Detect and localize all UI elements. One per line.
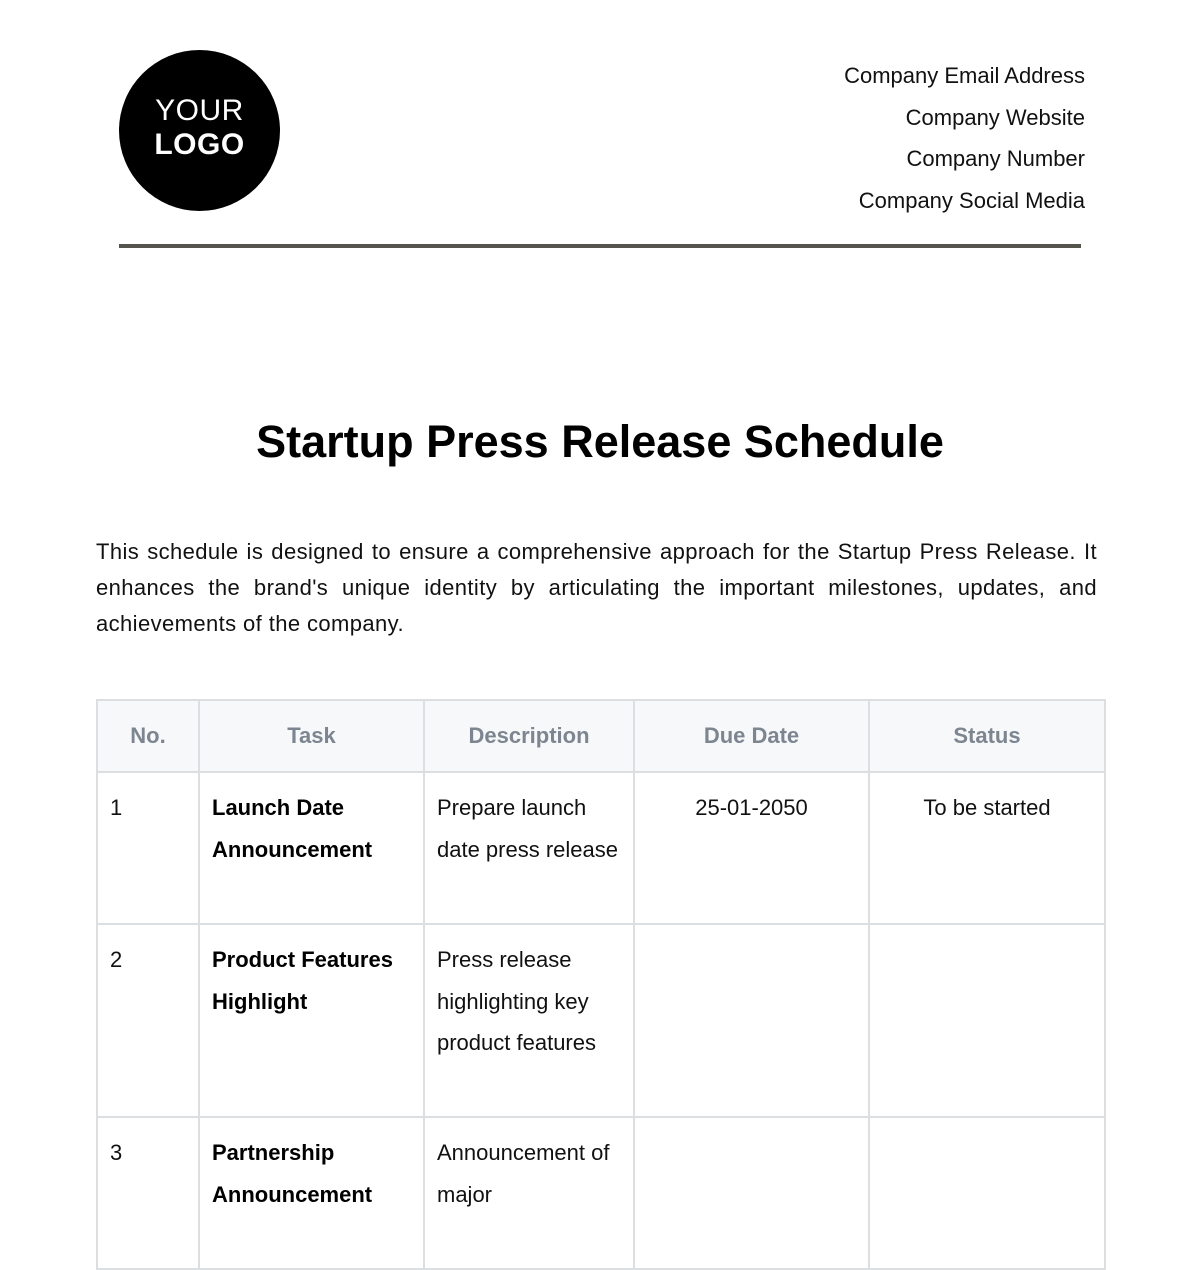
table-row xyxy=(97,1117,1105,1269)
cell-description: Announcement of major xyxy=(424,1117,634,1269)
cell-status: To be started xyxy=(869,772,1105,924)
header-divider xyxy=(119,244,1081,248)
header-due-date: Due Date xyxy=(634,700,869,772)
cell-task: Product Features Highlight xyxy=(199,924,424,1117)
cell-no: 3 xyxy=(97,1117,199,1269)
contact-block xyxy=(844,55,1085,221)
cell-description: Press release highlighting key product features xyxy=(424,924,634,1117)
cell-description: Prepare launch date press release xyxy=(424,772,634,924)
company-number: Company Number xyxy=(906,146,1085,171)
company-logo xyxy=(119,50,280,211)
header-description: Description xyxy=(424,700,634,772)
table-row xyxy=(97,772,1105,924)
cell-task: Partnership Announcement xyxy=(199,1117,424,1269)
intro-paragraph: This schedule is designed to ensure a comprehensive approach for the Startup Press Release. It enhances the brand's unique identity by articulating the important milestones, updates, and achievements of the company. xyxy=(96,539,1097,636)
header-task: Task xyxy=(199,700,424,772)
company-website: Company Website xyxy=(905,104,1085,130)
cell-status xyxy=(869,924,1105,1117)
cell-no: 2 xyxy=(97,924,199,1117)
schedule-table-container xyxy=(96,699,1104,1270)
table-header-row xyxy=(97,700,1105,772)
cell-due-date xyxy=(634,924,869,1117)
schedule-table xyxy=(96,699,1106,1270)
cell-no: 1 xyxy=(97,772,199,924)
cell-due-date: 25-01-2050 xyxy=(634,772,869,924)
company-email: Company Email Address xyxy=(844,63,1085,88)
cell-due-date xyxy=(634,1117,869,1269)
logo-line-2: LOGO xyxy=(154,127,245,161)
header-status: Status xyxy=(869,700,1105,772)
table-row xyxy=(97,924,1105,1117)
header-no: No. xyxy=(97,700,199,772)
company-social-media: Company Social Media xyxy=(858,187,1085,213)
cell-status xyxy=(869,1117,1105,1269)
document-title: Startup Press Release Schedule xyxy=(256,416,944,467)
logo-line-1: YOUR xyxy=(155,93,244,127)
cell-task: Launch Date Announcement xyxy=(199,772,424,924)
